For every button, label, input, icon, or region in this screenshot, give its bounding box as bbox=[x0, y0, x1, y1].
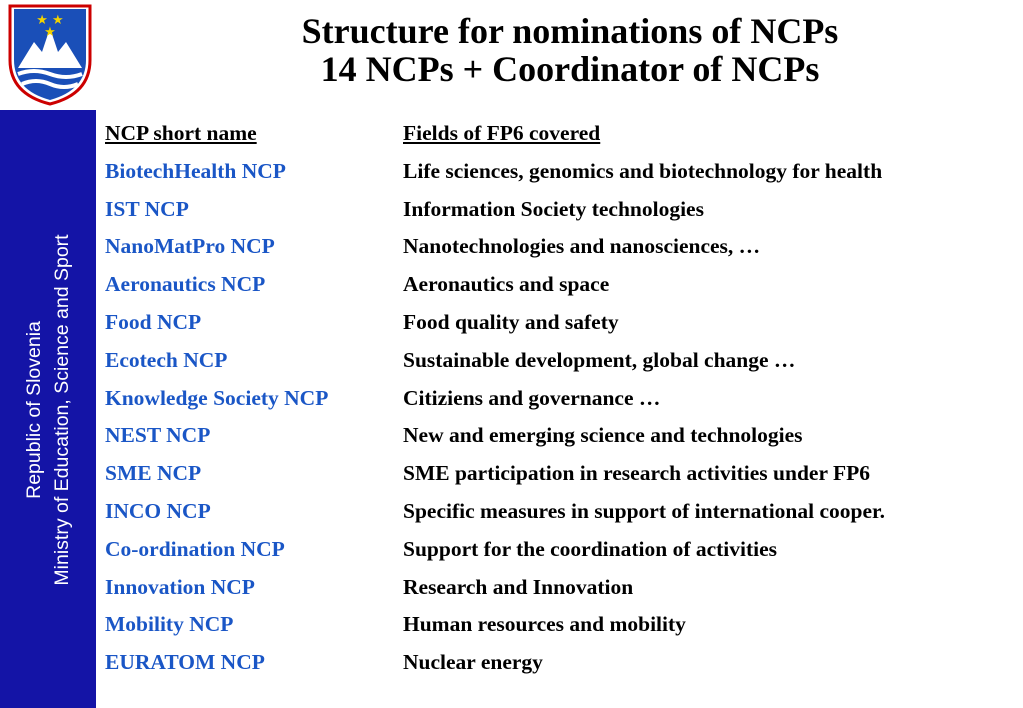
table-row bbox=[105, 646, 1015, 684]
svg-text:★: ★ bbox=[44, 25, 56, 40]
ncp-name: BiotechHealth NCP bbox=[105, 158, 286, 183]
ncp-field: Aeronautics and space bbox=[403, 272, 610, 297]
table-row bbox=[105, 155, 1015, 193]
ncp-name: NEST NCP bbox=[105, 423, 211, 448]
svg-text:★ ★: ★ ★ bbox=[36, 13, 64, 28]
header-fields-covered: Fields of FP6 covered bbox=[403, 121, 601, 145]
ncp-field: Sustainable development, global change … bbox=[403, 347, 796, 372]
table-row bbox=[105, 495, 1015, 533]
table-row bbox=[105, 306, 1015, 344]
ncp-name: Co-ordination NCP bbox=[105, 536, 285, 561]
ncp-name: SME NCP bbox=[105, 461, 202, 486]
sidebar-caption bbox=[20, 234, 76, 585]
table-row bbox=[105, 344, 1015, 382]
ncp-field: Information Society technologies bbox=[403, 196, 704, 221]
ncp-field: Food quality and safety bbox=[403, 309, 619, 334]
ncp-field: Citiziens and governance … bbox=[403, 385, 661, 410]
table-row bbox=[105, 230, 1015, 268]
ncp-field: Nanotechnologies and nanosciences, … bbox=[403, 234, 761, 259]
table-row bbox=[105, 193, 1015, 231]
sidebar-line-republic: Republic of Slovenia bbox=[23, 321, 45, 499]
title-line-2: 14 NCPs + Coordinator of NCPs bbox=[320, 49, 820, 89]
ncp-field: Life sciences, genomics and biotechnology for health bbox=[403, 158, 883, 183]
ncp-name: Innovation NCP bbox=[105, 574, 255, 599]
ncp-name: Knowledge Society NCP bbox=[105, 385, 329, 410]
ncp-field: New and emerging science and technologies bbox=[403, 423, 803, 448]
table-row bbox=[105, 608, 1015, 646]
ncp-name: Food NCP bbox=[105, 309, 202, 334]
ncp-field: Support for the coordination of activities bbox=[403, 536, 778, 561]
ncp-field: Human resources and mobility bbox=[403, 612, 686, 637]
table-row bbox=[105, 382, 1015, 420]
ncp-table bbox=[105, 117, 1015, 684]
table-row bbox=[105, 533, 1015, 571]
table-row bbox=[105, 419, 1015, 457]
ncp-name: Aeronautics NCP bbox=[105, 272, 266, 297]
ncp-name: Ecotech NCP bbox=[105, 347, 228, 372]
ncp-name: IST NCP bbox=[105, 196, 189, 221]
ncp-field: Research and Innovation bbox=[403, 574, 634, 599]
ncp-name: NanoMatPro NCP bbox=[105, 234, 275, 259]
ncp-field: Specific measures in support of international cooper. bbox=[403, 498, 885, 523]
ncp-field: SME participation in research activities under FP6 bbox=[403, 461, 871, 486]
ncp-name: Mobility NCP bbox=[105, 612, 234, 637]
slide-title bbox=[130, 12, 1010, 88]
header-ncp-short-name: NCP short name bbox=[105, 121, 257, 145]
sidebar-line-ministry: Ministry of Education, Science and Sport bbox=[51, 234, 73, 586]
table-row bbox=[105, 457, 1015, 495]
slovenian-coat-of-arms-icon bbox=[4, 2, 96, 106]
logo-area bbox=[0, 0, 100, 110]
ncp-name: EURATOM NCP bbox=[105, 650, 265, 675]
table-header-row bbox=[105, 117, 1015, 155]
title-line-1: Structure for nominations of NCPs bbox=[301, 11, 839, 51]
table-row bbox=[105, 571, 1015, 609]
ncp-field: Nuclear energy bbox=[403, 650, 543, 675]
ncp-name: INCO NCP bbox=[105, 498, 211, 523]
table-row bbox=[105, 268, 1015, 306]
